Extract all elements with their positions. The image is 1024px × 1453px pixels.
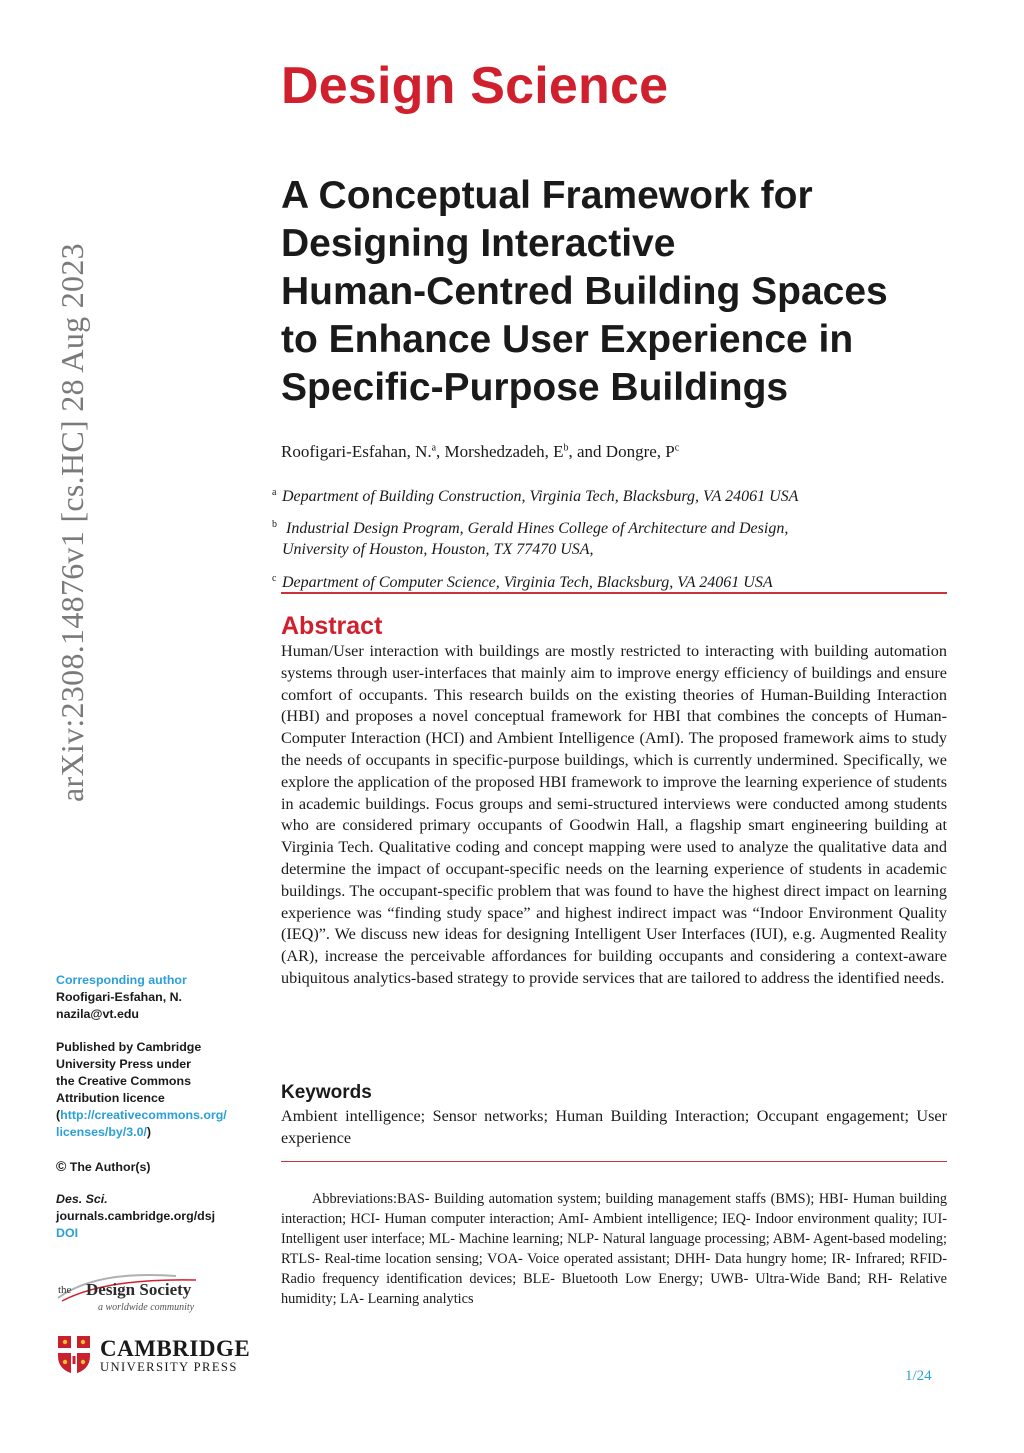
- design-society-logo: [56, 1268, 256, 1318]
- paper-title: [281, 172, 961, 412]
- copyright-text: The Author(s): [69, 1160, 151, 1174]
- logo-text: UNIVERSITY PRESS: [100, 1360, 238, 1374]
- abbreviations-body: Abbreviations:BAS- Building automation system; building management staffs (BMS); HBI- Human building interaction; HCI- Human computer interaction; AmI- Ambient intelligence; IEQ- Indoor environment quality; IUI- Intelligent user interface; ML- Machine learning; NLP- Natural language processing; ABM- Agent-based modeling; RTLS- Real-time location sensing; VOA- Voice operated assistant; DHH- Data hungry home; IR- Infrared; RFID- Radio frequency identification devices; BLE- Bluetooth Low Energy; UWB- Ultra-Wide Band; RH- Relative humidity; LA- Learning analytics: [281, 1191, 947, 1307]
- licence-line: the Creative Commons: [56, 1074, 191, 1088]
- copyright-block: [56, 1158, 252, 1176]
- logo-text: Design Society: [86, 1280, 192, 1299]
- author-affiliation-mark: b: [563, 442, 569, 454]
- licence-line: Attribution licence: [56, 1091, 165, 1105]
- page-number: 1/24: [905, 1368, 932, 1384]
- journal-url[interactable]: journals.cambridge.org/dsj: [56, 1209, 216, 1223]
- title-line: Human-Centred Building Spaces: [281, 270, 888, 313]
- logo-text: a worldwide community: [98, 1302, 195, 1313]
- licence-link[interactable]: http://creativecommons.org/: [60, 1108, 227, 1122]
- journal-abbrev: Des. Sci.: [56, 1192, 108, 1206]
- logo-text: CAMBRIDGE: [100, 1336, 251, 1361]
- licence-line: Published by Cambridge: [56, 1040, 202, 1054]
- author-list: [281, 442, 679, 462]
- affiliation-b: [272, 518, 789, 560]
- author-affiliation-mark: c: [674, 442, 680, 454]
- affiliation-mark: a: [272, 487, 277, 498]
- affiliation-a: [272, 486, 799, 507]
- cambridge-shield-icon: [56, 1334, 92, 1374]
- abstract-body: Human/User interaction with buildings are mostly restricted to interacting with building automation systems through user-interfaces that mainly aim to improve energy efficiency of buildings and ensure comfort of occupants. This research builds on the existing theories of Human-Building Interaction (HBI) and proposes a novel conceptual framework for HBI that combines the concepts of Human-Computer Interaction (HCI) and Ambient Intelligence (AmI). The proposed framework aims to study the needs of occupants in specific-purpose buildings, which is currently undermined. Specifically, we explore the application of the proposed HBI framework to improve the learning experience of students in academic buildings. Focus groups and semi-structured interviews were conducted among students who are considered primary occupants of Goodwin Hall, a flagship smart engineering building at Virginia Tech. Qualitative coding and concept mapping were used to analyze the qualitative data and determine the impact of occupant-specific needs on the learning experience of students in academic buildings. The occupant-specific problem that was found to have the highest direct impact on learning experience was “finding study space” and highest indirect impact was “Indoor Environment Quality (IEQ)”. We discuss new ideas for designing Intelligent User Interfaces (IUI), e.g. Augmented Reality (AR), increase the perceivable affordances for building occupants and considering a context-aware ubiquitous analytics-based strategy to provide services that are tailored to address the identified needs.: [281, 642, 947, 987]
- licence-line: University Press under: [56, 1057, 191, 1071]
- abstract-heading: Abstract: [281, 612, 383, 640]
- affiliation-mark: b: [272, 519, 277, 530]
- corresponding-author-name: Roofigari-Esfahan, N.: [56, 990, 182, 1004]
- affiliation-line: University of Houston, Houston, TX 77470 USA,: [282, 541, 594, 558]
- affiliation-mark: c: [272, 573, 277, 584]
- keywords-body: Ambient intelligence; Sensor networks; Human Building Interaction; Occupant engagement; User experience: [281, 1107, 947, 1147]
- keywords-heading: Keywords: [281, 1082, 372, 1103]
- title-line: Designing Interactive: [281, 222, 676, 265]
- title-line: Specific-Purpose Buildings: [281, 366, 789, 409]
- affiliation-line: Industrial Design Program, Gerald Hines College of Architecture and Design,: [282, 520, 789, 537]
- copyright-icon: ©: [56, 1158, 67, 1174]
- author-name: , Morshedzadeh, E: [436, 442, 564, 461]
- affiliation-line: Department of Computer Science, Virginia Tech, Blacksburg, VA 24061 USA: [282, 574, 773, 591]
- affiliation-c: [272, 572, 773, 593]
- logo-text: the: [58, 1284, 72, 1296]
- licence-link[interactable]: licenses/by/3.0/: [56, 1125, 147, 1139]
- section-divider: [281, 592, 947, 594]
- corresponding-author-label: Corresponding author: [56, 973, 187, 987]
- doi-link[interactable]: DOI: [56, 1226, 79, 1240]
- title-line: to Enhance User Experience in: [281, 318, 854, 361]
- licence-paren: (: [56, 1108, 61, 1122]
- author-name: , and Dongre, P: [568, 442, 675, 461]
- licence-block: [56, 1039, 252, 1141]
- title-line: A Conceptual Framework for: [281, 174, 813, 217]
- journal-name: Design Science: [281, 57, 669, 115]
- author-name: Roofigari-Esfahan, N.: [281, 442, 432, 461]
- arxiv-stamp: arXiv:2308.14876v1 [cs.HC] 28 Aug 2023: [54, 243, 90, 802]
- journal-citation-block: [56, 1191, 252, 1242]
- corresponding-author-block: [56, 972, 252, 1023]
- cambridge-university-press-logo: [56, 1334, 266, 1378]
- section-divider: [281, 1161, 947, 1162]
- corresponding-author-email[interactable]: nazila@vt.edu: [56, 1007, 140, 1021]
- author-affiliation-mark: a: [431, 442, 437, 454]
- affiliation-line: Department of Building Construction, Virginia Tech, Blacksburg, VA 24061 USA: [282, 488, 799, 505]
- licence-paren: ): [146, 1125, 152, 1139]
